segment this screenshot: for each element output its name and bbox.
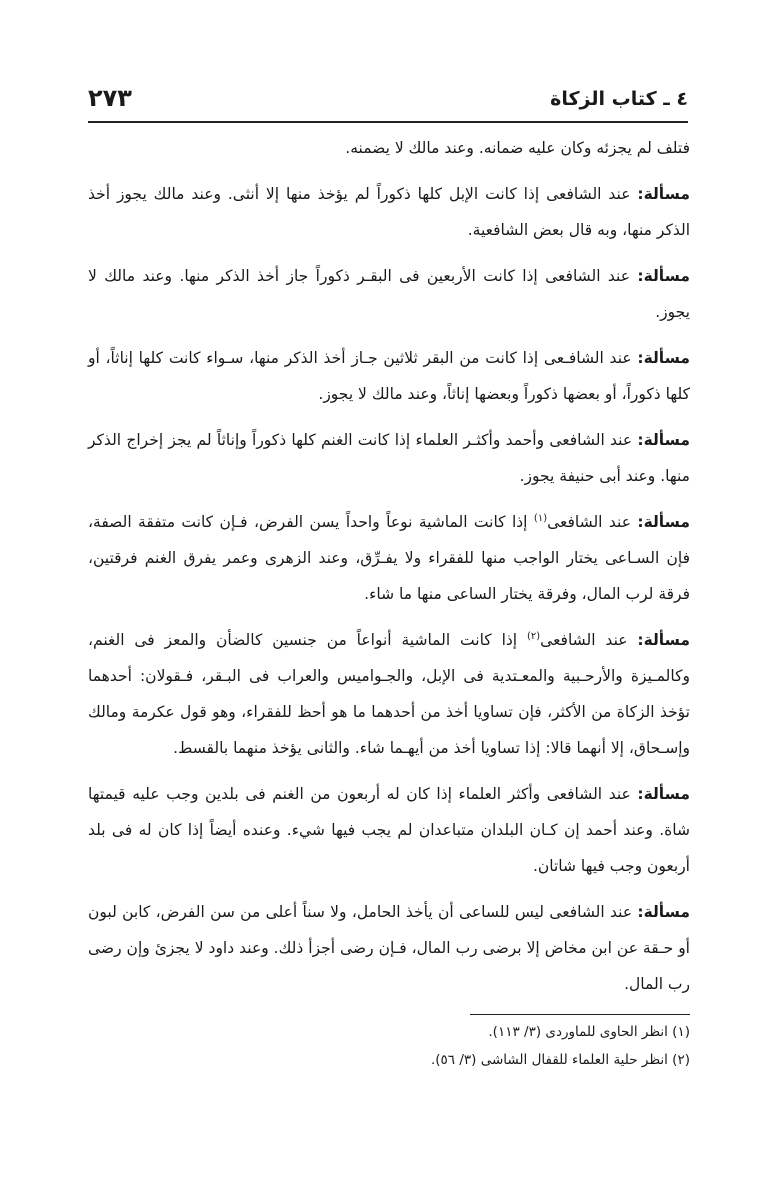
masala-label: مسألة:	[637, 785, 690, 803]
footnote-ref[interactable]: (٢)	[526, 630, 541, 642]
paragraph-lead: عند الشافعى	[540, 631, 628, 649]
footnote: (٢) انظر حلية العلماء للقفال الشاشى (٣/ ٥٦).	[430, 1052, 690, 1068]
masala-label: مسألة:	[637, 349, 690, 367]
paragraph-lead: عند الشافعى	[547, 513, 631, 531]
masala-label: مسألة:	[637, 903, 690, 921]
masala-label: مسألة:	[637, 431, 690, 449]
paragraph-text: عند الشافعى وأكثر العلماء إذا كان له أربعون من الغنم فى بلدين وجب عليه قيمتها شاة. وعند أحمد إن كـان البلدان متباعدان لم يجب فيها شيء. وعنده أيضاً إذا كان له فى بلد أربعون وجب فيها شاتان.	[88, 785, 690, 875]
paragraph-text: عند الشافعى ليس للساعى أن يأخذ الحامل، ولا سناً أعلى من سن الفرض، كابن لبون أو حـقة عن ابن مخاض إلا برضى رب المال، فـإن رضى أجزأ ذلك. وعند داود لا يجزئ وإن رضى رب المال.	[88, 903, 690, 993]
paragraph	[88, 176, 690, 248]
paragraph-text: عند الشافعى إذا كانت الإبل كلها ذكوراً لم يؤخذ منها إلا أنثى. وعند مالك يجوز أخذ الذكر منها، وبه قال بعض الشافعية.	[88, 185, 690, 239]
paragraph	[88, 258, 690, 330]
paragraph	[88, 340, 690, 412]
page-body	[88, 130, 690, 1012]
paragraph	[88, 622, 690, 766]
footnote: (١) انظر الحاوى للماوردى (٣/ ١١٣).	[488, 1024, 690, 1040]
paragraph-text: إذا كانت الماشية نوعاً واحداً يسن الفرض، فـإن كانت متفقة الصفة، فإن السـاعى يختار الواجب منها للفقراء ولا يفـرِّق، وعند الزهرى وعمر يفرق الغنم فرقتين، فرقة لرب المال، وفرقة يختار الساعى منها ما شاء.	[88, 513, 690, 603]
paragraph	[88, 894, 690, 1002]
footnotes	[88, 1018, 690, 1074]
header-rule	[88, 121, 688, 123]
paragraph-text: إذا كانت الماشية أنواعاً من جنسين كالضأن والمعز فى الغنم، وكالمـيزة والأرحـبية والمعـتدية فى الإبل، والجـواميس والعراب فى البـقر، فـقولان: أحدهما تؤخذ الزكاة من الأكثر، فإن تساويا أخذ من أحدهما ما هو أحظ للفقراء، وهو قول عكرمة ومالك وإسـحاق، إلا أنهما قالا: إذا تساويا أخذ من أيهـما شاء. والثانى يؤخذ منهما بالقسط.	[88, 631, 690, 757]
footnote-rule	[470, 1014, 690, 1015]
paragraph	[88, 504, 690, 612]
paragraph-text: عند الشافعى إذا كانت الأربعين فى البقـر ذكوراً جاز أخذ الذكر منها. وعند مالك لا يجوز.	[88, 267, 690, 321]
masala-label: مسألة:	[637, 267, 690, 285]
paragraph	[88, 422, 690, 494]
paragraph-text: عند الشافـعى إذا كانت من البقر ثلاثين جـاز أخذ الذكر منها، سـواء كانت كلها إناثاً، أو كلها ذكوراً، أو بعضها ذكوراً وبعضها إناثاً، وعند مالك لا يجوز.	[88, 349, 690, 403]
masala-label: مسألة:	[637, 513, 690, 531]
chapter-title: ٤ ـ كتاب الزكاة	[550, 88, 688, 110]
paragraph	[88, 776, 690, 884]
page-header	[88, 80, 688, 120]
masala-label: مسألة:	[637, 631, 690, 649]
paragraph-text: فتلف لم يجزئه وكان عليه ضمانه. وعند مالك لا يضمنه.	[345, 139, 690, 157]
masala-label: مسألة:	[637, 185, 690, 203]
paragraph	[88, 130, 690, 166]
footnote-ref[interactable]: (١)	[533, 512, 548, 524]
paragraph-text: عند الشافعى وأحمد وأكثـر العلماء إذا كانت الغنم كلها ذكوراً وإناثاً لم يجز إخراج الذكر منها. وعند أبى حنيفة يجوز.	[88, 431, 690, 485]
page-number: ٢٧٣	[88, 84, 132, 112]
